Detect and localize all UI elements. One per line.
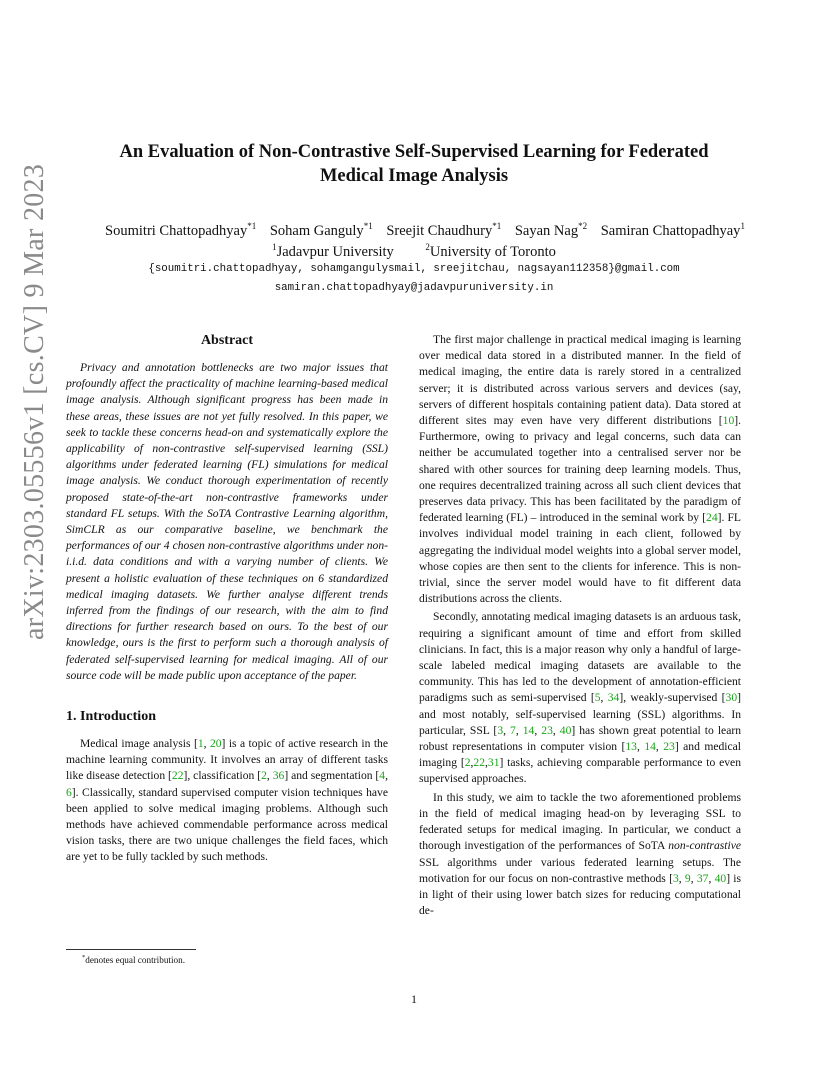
title-line-1: An Evaluation of Non-Contrastive Self-Supervised Learning for Federated	[119, 142, 709, 162]
citation-link[interactable]: 40	[559, 723, 572, 737]
citation-link[interactable]: 4	[379, 769, 386, 783]
citation-link[interactable]: 22	[171, 769, 184, 783]
author-emails	[60, 260, 768, 298]
text-run: ] and medical imaging [	[419, 740, 742, 770]
citation-link[interactable]: 24	[706, 511, 718, 525]
text-run: SSL algorithms under various federated learning setups. The motivation for our focus on non-contrastive methods [	[419, 855, 741, 885]
author: Samiran Chattopadhyay$^1$	[600, 221, 745, 239]
affiliation: $^2$University of Toronto	[425, 242, 556, 260]
text-run: ] tasks, achieving comparable performance to even supervised approaches.	[419, 756, 741, 786]
introduction-heading: 1. Introduction	[66, 709, 156, 725]
left-column	[66, 332, 388, 866]
email-line-1[interactable]: {soumitri.chattopadhyay, sohamgangulysmail, sreejitchau, nagsayan112358}@gmail.com	[148, 263, 680, 275]
author: Soham Ganguly$^{*1}$	[269, 221, 373, 239]
citation-link[interactable]: 10	[722, 414, 735, 428]
intro-paragraph-3	[419, 609, 741, 787]
text-run: ,	[484, 756, 488, 770]
text-run: ,	[655, 740, 664, 754]
text-run: ,	[636, 740, 645, 754]
text-run: ]. Furthermore, owing to privacy and legal concerns, such data can neither be accumulated together into a centralised server nor be shared with other sources for training deep learning models. Thus, one requires decentralized training across all such client devices that preserves data privacy. This has been facilitated by the paradigm of federated learning (FL) – introduced in the seminal work by [	[419, 414, 741, 525]
intro-paragraph-1	[66, 736, 388, 866]
citation-link[interactable]: 9	[684, 871, 691, 885]
page-number: 1	[411, 992, 417, 1006]
citation-link[interactable]: 31	[487, 756, 500, 770]
text-run: ,	[515, 723, 523, 737]
text-run: ,	[470, 756, 474, 770]
citation-link[interactable]: 14	[644, 740, 656, 754]
text-run: The first major challenge in practical medical imaging is learning over medical data stored in a distributed manner. In the field of medical imaging, the entire data is rarely stored in a centralized server; it is distributed across various servers and devices (say, servers of different hospitals containing patient data). Data stored at different sites may even have very different distributions [	[419, 333, 741, 428]
citation-link[interactable]: 3	[672, 871, 679, 885]
title-line-2: Medical Image Analysis	[319, 166, 509, 186]
citation-link[interactable]: 22	[473, 756, 485, 770]
author: Sreejit Chaudhury$^{*1}$	[386, 221, 502, 239]
text-run: ,	[203, 737, 210, 751]
intro-paragraph-4	[419, 790, 741, 920]
citation-link[interactable]: 2	[464, 756, 471, 770]
citation-link[interactable]: 23	[663, 740, 675, 754]
footnote-divider	[66, 949, 196, 950]
citation-link[interactable]: 6	[66, 785, 72, 799]
text-run: ,	[600, 691, 608, 705]
citation-link[interactable]: 5	[594, 691, 601, 705]
citation-link[interactable]: 20	[209, 737, 222, 751]
affiliation-list	[60, 237, 768, 262]
text-run: ] and most notably, self-supervised learning (SSL) algorithms. In particular, SSL [	[419, 691, 742, 737]
citation-link[interactable]: 2	[261, 769, 267, 783]
citation-link[interactable]: 37	[696, 871, 709, 885]
paper-title	[60, 140, 768, 188]
abstract-text: Privacy and annotation bottlenecks are two major issues that profoundly affect the practicality of machine learning-based medical image analysis. Although significant progress has been made in these areas, these issues are not yet fully resolved. In this paper, we seek to tackle these concerns head-on and systematically explore the applicability of non-contrastive self-supervised learning (SSL) algorithms under federated learning (FL) simulations for medical image analysis. We conduct thorough experimentation of recently proposed state-of-the-art non-contrastive frameworks under standard FL setups. With the SoTA Contrastive Learning algorithm, SimCLR as our comparative baseline, we benchmark the performances of our 4 chosen non-contrastive algorithms under non-i.i.d. data conditions and with a varying number of clients. We present a holistic evaluation of these techniques on 6 standardized medical imaging datasets. We further analyse different trends inferred from the findings of our research, with the aim to find directions for further research based on ours. To the best of our knowledge, ours is the first to perform such a thorough analysis of federated self-supervised learning for medical imaging. All of our source code will be made public upon acceptance of the paper.	[66, 361, 388, 682]
citation-link[interactable]: 34	[607, 691, 620, 705]
text-run: In this study, we aim to tackle the two aforementioned problems in the field of medical imaging head-on by leveraging SSL to federated setups for medical imaging. In particular, we conduct a thorough investigation of the performances of SoTA	[419, 790, 741, 853]
text-run: ]. Classically, standard supervised computer vision techniques have been applied to solve medical imaging problems. Although such methods have achieved commendable performance across medical vision tasks, there are two unique challenges the field faces, which are yet to be fully tackled by such methods.	[66, 785, 388, 864]
text-run: ,	[678, 871, 685, 885]
citation-link[interactable]: 36	[272, 769, 285, 783]
text-run: ], classification [	[183, 769, 262, 783]
text-run: ] and segmentation [	[284, 769, 380, 783]
text-run: ]. FL involves individual model training in each client, followed by aggregating the individual model weights into a global server model, whose copies are then sent to the clients for inference. This is non-trivial, since the server model would have to fit different data distributions across the clients.	[419, 511, 741, 606]
text-run: non-contrastive	[668, 839, 741, 853]
text-run: ,	[534, 723, 542, 737]
text-run: ,	[266, 769, 273, 783]
text-run: ], weakly-supervised [	[619, 691, 726, 705]
citation-link[interactable]: 7	[510, 723, 516, 737]
citation-link[interactable]: 14	[522, 723, 535, 737]
text-run: ,	[552, 723, 560, 737]
email-line-2[interactable]: samiran.chattopadhyay@jadavpuruniversity.in	[274, 282, 554, 294]
text-run: ,	[708, 871, 715, 885]
abstract-heading: Abstract	[200, 333, 254, 348]
citation-link[interactable]: 40	[714, 871, 727, 885]
footnote: *denotes equal contribution.	[82, 954, 186, 965]
citation-link[interactable]: 3	[497, 723, 504, 737]
citation-link[interactable]: 30	[725, 691, 738, 705]
text-run: ] is in light of their using lower batch sizes for reducing computational de-	[419, 871, 742, 918]
author: Soumitri Chattopadhyay$^{*1}$	[105, 221, 257, 239]
arxiv-identifier: arXiv:2303.05556v1 [cs.CV] 9 Mar 2023	[19, 163, 50, 640]
text-run: ] is a topic of active research in the machine learning community. It involves an array of different tasks like disease detection [	[66, 737, 388, 783]
text-run: ,	[385, 769, 388, 783]
citation-link[interactable]: 1	[197, 737, 204, 751]
citation-link[interactable]: 23	[541, 723, 553, 737]
text-run: ,	[503, 723, 511, 737]
author: Sayan Nag$^{*2}$	[514, 221, 588, 239]
text-run: Medical image analysis [	[80, 737, 198, 751]
citation-link[interactable]: 13	[625, 740, 637, 754]
text-run: ] has shown great potential to learn robust representations in computer vision [	[419, 723, 742, 754]
right-column	[419, 332, 741, 919]
text-run: Secondly, annotating medical imaging datasets is an arduous task, requiring a significant amount of time and effort from skilled clinicians. In fact, this is a major reason why only a handful of large-scale labeled medical imaging datasets are available to the community. This has led to the development of annotation-efficient paradigms such as semi-supervised [	[419, 610, 741, 705]
affiliation: $^1$Jadavpur University	[272, 242, 394, 260]
intro-paragraph-2	[419, 332, 741, 607]
text-run: ,	[690, 871, 697, 885]
